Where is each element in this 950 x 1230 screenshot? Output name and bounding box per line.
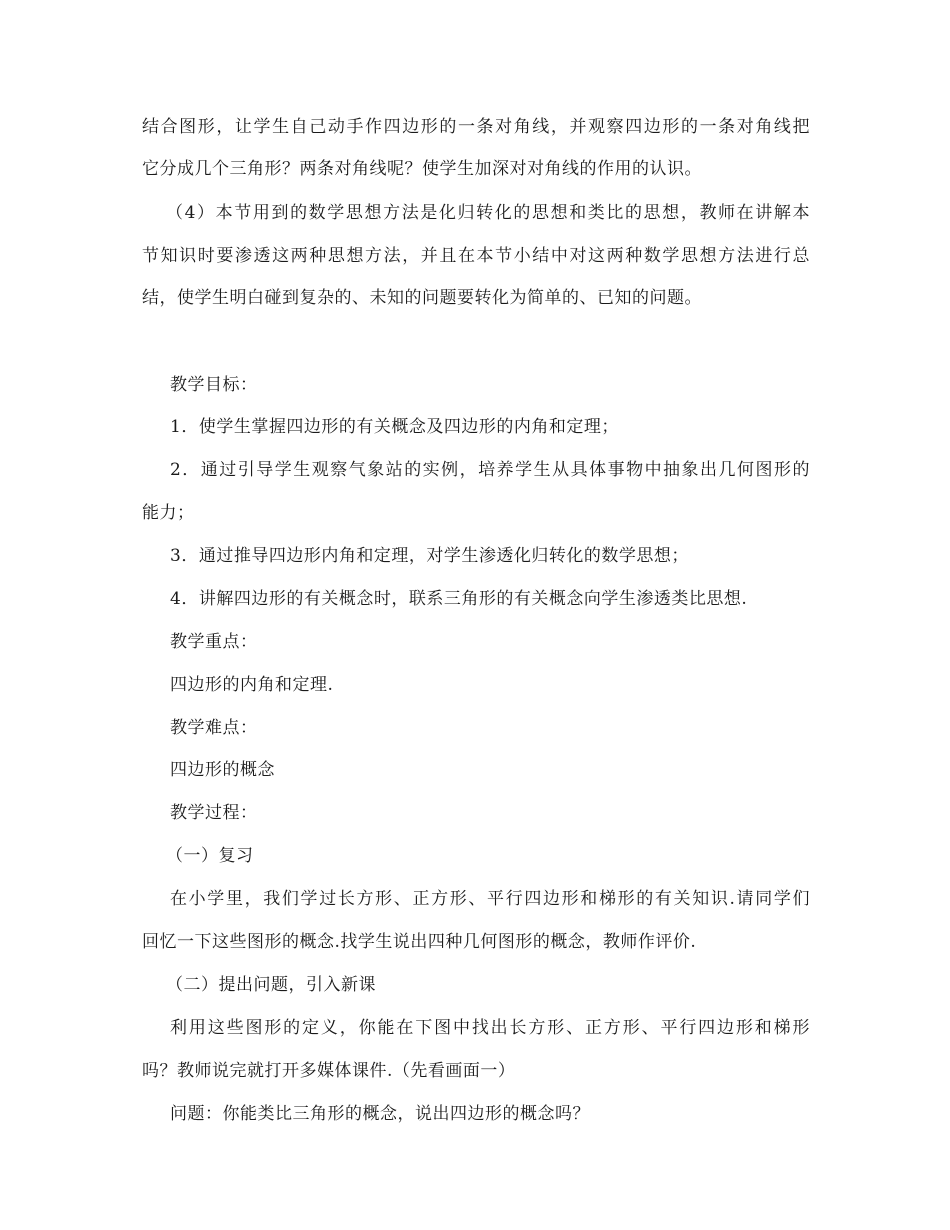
subsection-heading: （一）复习 <box>166 846 254 866</box>
paragraph-line: 结，使学生明白碰到复杂的、未知的问题要转化为简单的、已知的问题。 <box>142 288 702 308</box>
paragraph-line: 回忆一下这些图形的概念.找学生说出四种几何图形的概念，教师作评价. <box>142 932 697 952</box>
section-heading: 教学过程： <box>170 803 258 823</box>
paragraph-line: （4）本节用到的数学思想方法是化归转化的思想和类比的思想，教师在讲解本 <box>166 203 810 223</box>
list-item: 4．讲解四边形的有关概念时，联系三角形的有关概念向学生渗透类比思想. <box>170 589 748 609</box>
paragraph-line: 利用这些图形的定义，你能在下图中找出长方形、正方形、平行四边形和梯形 <box>170 1018 810 1038</box>
list-item: 2．通过引导学生观察气象站的实例，培养学生从具体事物中抽象出几何图形的 <box>170 460 810 480</box>
section-heading: 教学重点： <box>170 632 258 652</box>
paragraph-line: 在小学里，我们学过长方形、正方形、平行四边形和梯形的有关知识.请同学们 <box>170 889 810 909</box>
section-heading: 教学目标： <box>170 375 258 395</box>
paragraph-line: 它分成几个三角形？两条对角线呢？使学生加深对对角线的作用的认识。 <box>142 159 702 179</box>
section-heading: 教学难点： <box>170 718 258 738</box>
paragraph-line: 结合图形，让学生自己动手作四边形的一条对角线，并观察四边形的一条对角线把 <box>142 117 810 137</box>
subsection-heading: （二）提出问题，引入新课 <box>166 975 376 995</box>
paragraph-line: 问题：你能类比三角形的概念，说出四边形的概念吗？ <box>170 1104 590 1124</box>
paragraph-line: 吗？教师说完就打开多媒体课件.（先看画面一） <box>142 1061 516 1081</box>
paragraph-line: 四边形的概念 <box>170 760 275 780</box>
list-item: 3．通过推导四边形内角和定理，对学生渗透化归转化的数学思想； <box>170 546 689 566</box>
paragraph-line: 节知识时要渗透这两种思想方法，并且在本节小结中对这两种数学思想方法进行总 <box>142 246 810 266</box>
paragraph-line: 四边形的内角和定理. <box>170 675 334 695</box>
list-item-continuation: 能力； <box>142 503 195 523</box>
list-item: 1．使学生掌握四边形的有关概念及四边形的内角和定理； <box>170 417 619 437</box>
